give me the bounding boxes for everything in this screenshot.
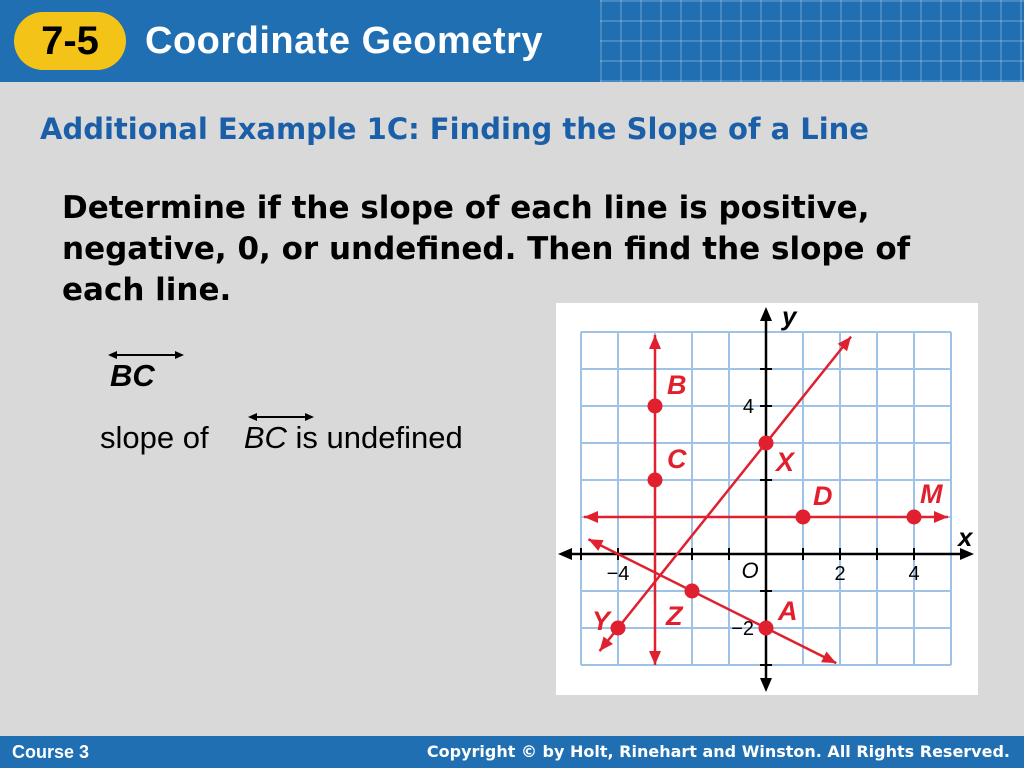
y-tick-label: 4 bbox=[742, 396, 754, 418]
slope-line-name: BC bbox=[243, 420, 287, 455]
point-label-x: X bbox=[776, 447, 795, 477]
example-title: Additional Example 1C: Finding the Slope of a Line bbox=[40, 112, 869, 146]
slope-statement bbox=[100, 420, 463, 456]
x-axis-arrow-left bbox=[558, 548, 572, 560]
slope-prefix: slope of bbox=[100, 420, 209, 455]
y-axis-label: y bbox=[782, 303, 797, 331]
graph-panel bbox=[556, 303, 978, 695]
origin-label: O bbox=[741, 558, 759, 583]
x-tick-label: −4 bbox=[606, 563, 630, 585]
point-x bbox=[759, 436, 774, 451]
line-dm-arrowhead bbox=[584, 511, 598, 523]
line-bc-arrowhead bbox=[649, 651, 661, 665]
slope-overarrow-icon bbox=[248, 410, 314, 424]
line-dm-arrowhead bbox=[934, 511, 948, 523]
point-label-m: M bbox=[920, 479, 943, 509]
point-y bbox=[611, 621, 626, 636]
point-c bbox=[648, 473, 663, 488]
y-axis-arrow-up bbox=[760, 307, 772, 321]
slope-suffix: is undefined bbox=[295, 420, 463, 455]
header-grid-pattern bbox=[600, 0, 1024, 82]
coordinate-graph bbox=[556, 303, 978, 695]
point-z bbox=[685, 584, 700, 599]
point-label-a: A bbox=[778, 596, 798, 626]
x-axis-label: x bbox=[958, 522, 973, 552]
point-d bbox=[796, 510, 811, 525]
lesson-badge: 7-5 bbox=[14, 12, 126, 70]
x-tick-label: 4 bbox=[908, 563, 920, 585]
point-label-z: Z bbox=[666, 601, 683, 631]
instructions-text: Determine if the slope of each line is positive, negative, 0, or undefined. Then find the slope of each line. bbox=[62, 190, 911, 308]
point-label-y: Y bbox=[592, 606, 611, 636]
line-za bbox=[588, 539, 836, 663]
course-label: Course 3 bbox=[12, 742, 90, 762]
line-label: BC bbox=[110, 358, 155, 393]
y-axis-arrow-down bbox=[760, 678, 772, 692]
y-tick-label: −2 bbox=[731, 618, 754, 640]
header-bar bbox=[0, 0, 1024, 82]
point-b bbox=[648, 399, 663, 414]
point-a bbox=[759, 621, 774, 636]
line-bc-arrowhead bbox=[649, 335, 661, 349]
point-m bbox=[907, 510, 922, 525]
x-tick-label: 2 bbox=[834, 563, 846, 585]
lesson-title: Coordinate Geometry bbox=[145, 20, 544, 62]
point-label-d: D bbox=[813, 481, 833, 511]
point-label-c: C bbox=[667, 444, 687, 474]
point-label-b: B bbox=[667, 370, 687, 400]
footer-bar bbox=[0, 736, 1024, 768]
copyright-notice: Copyright © by Holt, Rinehart and Winston. All Rights Reserved. bbox=[426, 742, 1010, 761]
